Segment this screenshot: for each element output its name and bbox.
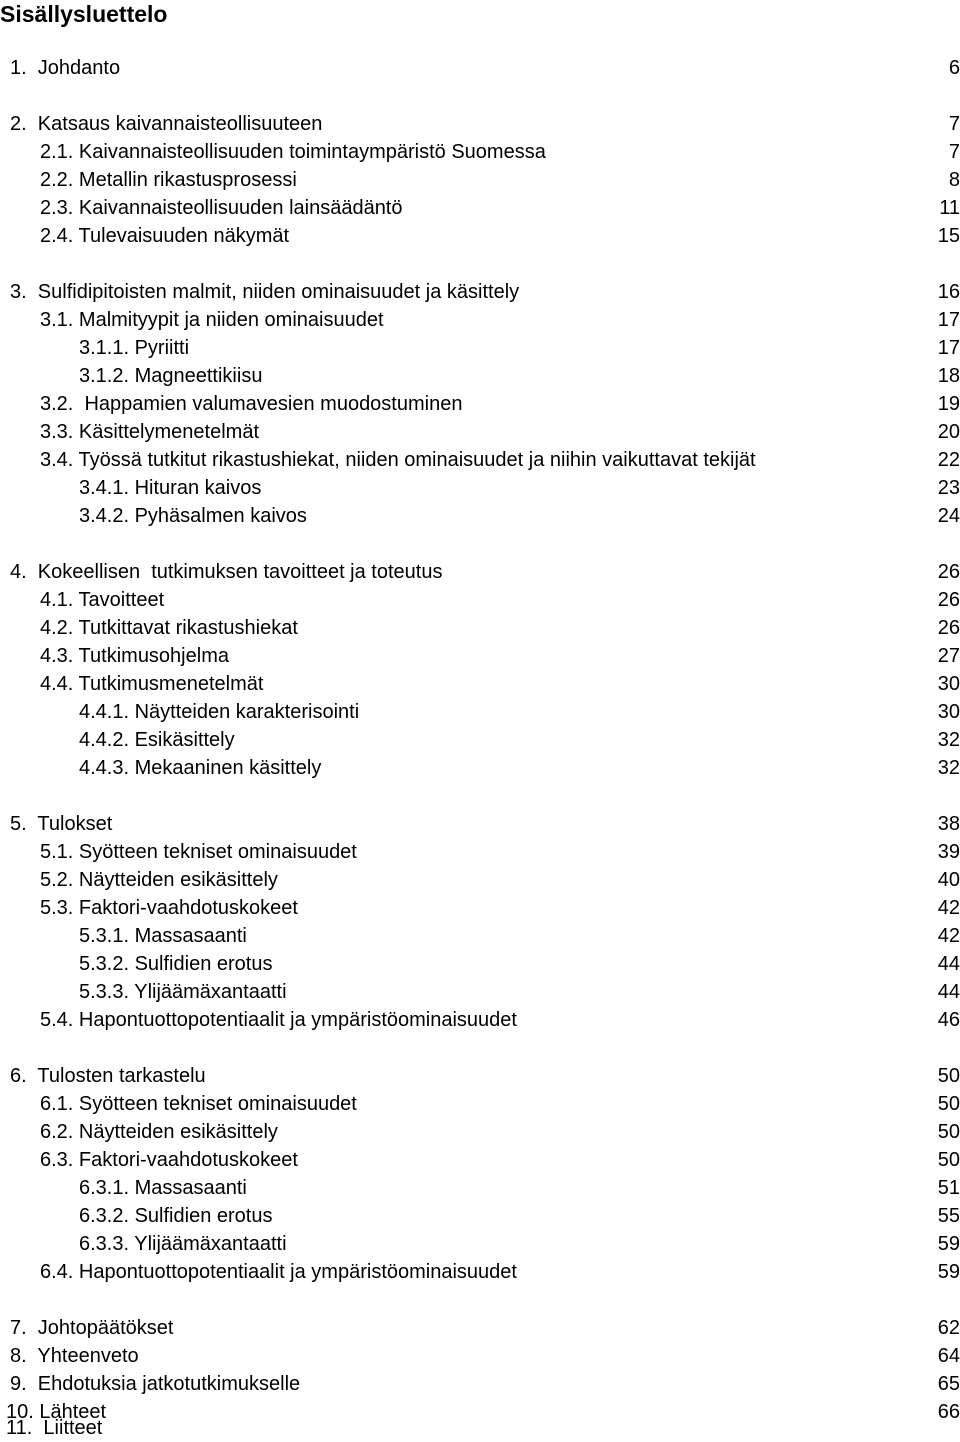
toc-page-number: 65: [937, 1373, 960, 1395]
toc-entry-title: 11. Liitteet: [6, 1417, 103, 1439]
toc-entry-title: 2.4. Tulevaisuuden näkymät: [40, 225, 290, 247]
toc-entry[interactable]: [0, 1230, 960, 1258]
toc-entry-title: 3.4.1. Hituran kaivos: [79, 477, 262, 499]
toc-page-number: 26: [937, 617, 960, 639]
toc-page-number: 8: [948, 169, 960, 191]
toc-entry-title: 6.1. Syötteen tekniset ominaisuudet: [40, 1093, 357, 1115]
toc-entry-title: 3.2. Happamien valumavesien muodostuminen: [40, 393, 463, 415]
toc-page-number: 15: [937, 225, 960, 247]
toc-entry[interactable]: [0, 1314, 960, 1342]
page-title: Sisällysluettelo: [0, 1, 168, 27]
toc-page-number: 55: [937, 1205, 960, 1227]
toc-entry-title: 4.4.1. Näytteiden karakterisointi: [79, 701, 360, 723]
toc-page-number: 24: [937, 505, 960, 527]
toc-entry-title: 5.3.1. Massasaanti: [79, 925, 247, 947]
toc-entry-title: 6.3.1. Massasaanti: [79, 1177, 247, 1199]
toc-page-number: 44: [937, 953, 960, 975]
toc-entry[interactable]: [0, 1342, 960, 1370]
toc-entry[interactable]: [0, 222, 960, 250]
toc-page-number: 22: [937, 449, 960, 471]
toc-page-number: 59: [937, 1233, 960, 1255]
toc-entry-title: 6.4. Hapontuottopotentiaalit ja ympäristöominaisuudet: [40, 1261, 517, 1283]
toc-page-number: 19: [937, 393, 960, 415]
toc-entry[interactable]: [0, 558, 960, 586]
toc-page-number: 17: [937, 337, 960, 359]
toc-page-number: 6: [948, 57, 960, 79]
toc-entry-title: 9. Ehdotuksia jatkotutkimukselle: [10, 1373, 301, 1395]
toc-entry-title: 4. Kokeellisen tutkimuksen tavoitteet ja toteutus: [10, 561, 443, 583]
toc-entry-title: 5. Tulokset: [10, 813, 113, 835]
toc-page-number: 62: [937, 1317, 960, 1339]
toc-page-number: 64: [937, 1345, 960, 1367]
toc-page-number: 51: [937, 1177, 960, 1199]
toc-entry-title: 2.1. Kaivannaisteollisuuden toimintaympäristö Suomessa: [40, 141, 546, 163]
toc-page-number: 59: [937, 1261, 960, 1283]
toc-entry-title: 3.1.2. Magneettikiisu: [79, 365, 263, 387]
toc-page-number: 50: [937, 1121, 960, 1143]
toc-page-number: 26: [937, 589, 960, 611]
toc-entry[interactable]: [0, 1146, 960, 1174]
toc-page-number: 20: [937, 421, 960, 443]
toc-entry[interactable]: [0, 1174, 960, 1202]
toc-entry-title: 5.3. Faktori-vaahdotuskokeet: [40, 897, 298, 919]
toc-entry[interactable]: [0, 418, 960, 446]
toc-entry[interactable]: [0, 754, 960, 782]
toc-entry[interactable]: [0, 866, 960, 894]
toc-entry-title: 4.4. Tutkimusmenetelmät: [40, 673, 264, 695]
toc-entry-title: 5.2. Näytteiden esikäsittely: [40, 869, 278, 891]
toc-entry-title: 2. Katsaus kaivannaisteollisuuteen: [10, 113, 323, 135]
toc-entry-title: 1. Johdanto: [10, 57, 121, 79]
toc-entry-title: 10. Lähteet: [6, 1401, 107, 1423]
toc-entry-title: 4.2. Tutkittavat rikastushiekat: [40, 617, 298, 639]
toc-entry[interactable]: [0, 390, 960, 418]
toc-entry-title: 5.3.3. Ylijäämäxantaatti: [79, 981, 287, 1003]
toc-entry[interactable]: [0, 838, 960, 866]
toc-page-number: 42: [937, 897, 960, 919]
toc-entry-title: 3. Sulfidipitoisten malmit, niiden ominaisuudet ja käsittely: [10, 281, 520, 303]
toc-page-number: 46: [937, 1009, 960, 1031]
toc-entry[interactable]: [0, 978, 960, 1006]
toc-entry[interactable]: [0, 670, 960, 698]
toc-page-number: 32: [937, 729, 960, 751]
toc-page-number: 7: [948, 141, 960, 163]
toc-entry-title: 6.3.3. Ylijäämäxantaatti: [79, 1233, 287, 1255]
toc-entry[interactable]: [0, 446, 960, 474]
toc-page-number: 39: [937, 841, 960, 863]
toc-entry[interactable]: [0, 810, 960, 838]
toc-page-number: 50: [937, 1149, 960, 1171]
toc-entry-title: 5.3.2. Sulfidien erotus: [79, 953, 273, 975]
toc-entry-title: 3.4.2. Pyhäsalmen kaivos: [79, 505, 307, 527]
toc-page-number: 44: [937, 981, 960, 1003]
toc-entry[interactable]: [0, 166, 960, 194]
toc-entry[interactable]: [0, 1006, 960, 1034]
toc-page-number: 30: [937, 673, 960, 695]
toc-page-number: 30: [937, 701, 960, 723]
toc-entry-title: 7. Johtopäätökset: [10, 1317, 174, 1339]
toc-entry[interactable]: [0, 474, 960, 502]
toc-page-number: 50: [937, 1065, 960, 1087]
toc-page-number: 27: [937, 645, 960, 667]
toc-page-number: 42: [937, 925, 960, 947]
toc-entry[interactable]: [0, 1062, 960, 1090]
toc-entry[interactable]: [0, 362, 960, 390]
toc-entry-title: 2.2. Metallin rikastusprosessi: [40, 169, 297, 191]
toc-entry-title: 3.1.1. Pyriitti: [79, 337, 190, 359]
toc-entry[interactable]: [0, 1370, 960, 1398]
toc-entry[interactable]: [0, 1258, 960, 1286]
toc-entry[interactable]: [0, 1118, 960, 1146]
toc-entry[interactable]: [0, 502, 960, 530]
toc-page-number: 50: [937, 1093, 960, 1115]
toc-page-number: 23: [937, 477, 960, 499]
toc-entry[interactable]: [0, 950, 960, 978]
toc-entry-title: 6.2. Näytteiden esikäsittely: [40, 1121, 278, 1143]
toc-entry-title: 4.1. Tavoitteet: [40, 589, 165, 611]
toc-entry-title: 4.3. Tutkimusohjelma: [40, 645, 229, 667]
toc-entry-title: 2.3. Kaivannaisteollisuuden lainsäädäntö: [40, 197, 403, 219]
toc-entry[interactable]: [0, 614, 960, 642]
toc-page-number: 32: [937, 757, 960, 779]
toc-entry[interactable]: [0, 1414, 960, 1442]
toc-page-number: 7: [948, 113, 960, 135]
toc-page-number: 38: [937, 813, 960, 835]
toc-entry[interactable]: [0, 922, 960, 950]
toc-entry-title: 6.3.2. Sulfidien erotus: [79, 1205, 273, 1227]
toc-entry-title: 5.1. Syötteen tekniset ominaisuudet: [40, 841, 357, 863]
toc-entry[interactable]: [0, 642, 960, 670]
toc-entry[interactable]: [0, 278, 960, 306]
toc-entry[interactable]: [0, 194, 960, 222]
toc-page-number: 18: [937, 365, 960, 387]
toc-page-number: 17: [937, 309, 960, 331]
toc-entry[interactable]: [0, 726, 960, 754]
toc-page-number: 40: [937, 869, 960, 891]
toc-entry[interactable]: [0, 1202, 960, 1230]
toc-entry[interactable]: [0, 334, 960, 362]
toc-entry-title: 4.4.2. Esikäsittely: [79, 729, 235, 751]
toc-entry[interactable]: [0, 1090, 960, 1118]
toc-entry-title: 3.4. Työssä tutkitut rikastushiekat, niiden ominaisuudet ja niihin vaikuttavat tekijät: [40, 449, 756, 471]
toc-entry-title: 8. Yhteenveto: [10, 1345, 139, 1367]
toc-entry[interactable]: [0, 586, 960, 614]
toc-entry[interactable]: [0, 138, 960, 166]
toc-entry[interactable]: [0, 698, 960, 726]
toc-entry-title: 5.4. Hapontuottopotentiaalit ja ympäristöominaisuudet: [40, 1009, 517, 1031]
toc-entry-title: 3.1. Malmityypit ja niiden ominaisuudet: [40, 309, 384, 331]
toc-entry[interactable]: [0, 110, 960, 138]
toc-entry[interactable]: [0, 54, 960, 82]
toc-entry-title: 6. Tulosten tarkastelu: [10, 1065, 206, 1087]
toc-entry-title: 6.3. Faktori-vaahdotuskokeet: [40, 1149, 298, 1171]
toc-page-number: 11: [939, 197, 960, 219]
toc-page-number: 66: [937, 1401, 960, 1423]
toc-entry-title: 3.3. Käsittelymenetelmät: [40, 421, 259, 443]
toc-entry-title: 4.4.3. Mekaaninen käsittely: [79, 757, 322, 779]
toc-entry[interactable]: [0, 306, 960, 334]
toc-page-number: 26: [937, 561, 960, 583]
toc-entry[interactable]: [0, 894, 960, 922]
toc-page-number: 16: [937, 281, 960, 303]
